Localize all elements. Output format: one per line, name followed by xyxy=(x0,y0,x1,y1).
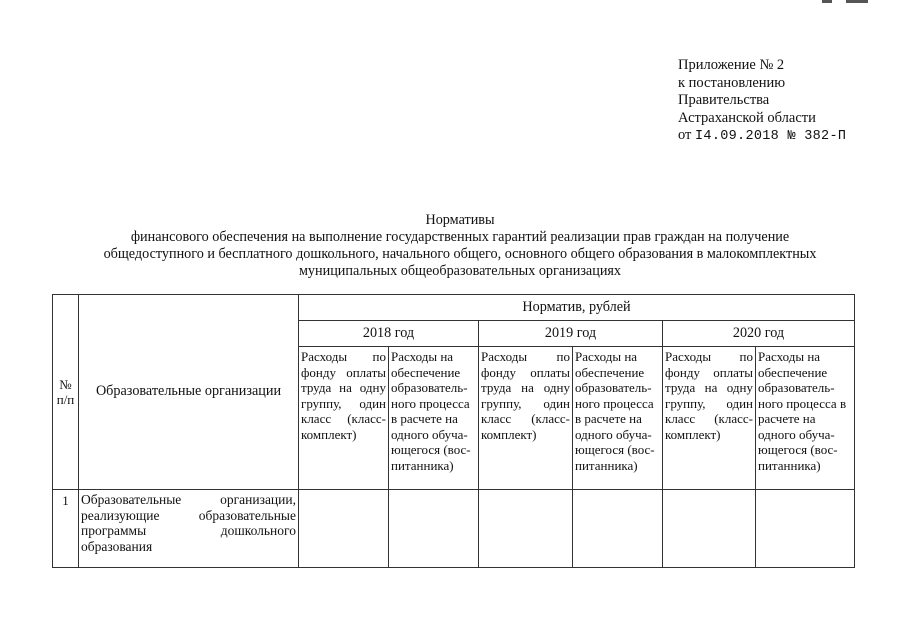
scan-mark xyxy=(846,0,868,3)
header-sub-labor: Расходы по фонду оплаты труда на одну группу, один класс (класс-комплект) xyxy=(299,347,389,490)
header-sub-process: Расходы на обеспечение образователь-ного процесса в расчете на одного обуча-ющегося (вос-питанника) xyxy=(389,347,479,490)
annex-date-number: I4.09.2018 № 382-П xyxy=(695,129,847,144)
annex-line: Приложение № 2 xyxy=(678,57,785,73)
document-title xyxy=(60,212,860,280)
annex-header xyxy=(678,57,846,146)
title-line: муниципальных общеобразовательных организациях xyxy=(298,263,622,279)
header-year: 2019 год xyxy=(479,321,663,347)
title-line: Нормативы xyxy=(425,212,495,228)
annex-date-prefix: от xyxy=(678,127,696,143)
row-value xyxy=(573,490,663,568)
row-value xyxy=(479,490,573,568)
row-org: Образовательные организации, реализующие образовательные программы дошкольного образования xyxy=(79,490,299,568)
row-value xyxy=(756,490,855,568)
norms-table xyxy=(52,294,855,568)
annex-line: Правительства xyxy=(678,92,770,108)
header-sub-labor: Расходы по фонду оплаты труда на одну группу, один класс (класс-комплект) xyxy=(479,347,573,490)
annex-line: Астраханской области xyxy=(678,109,816,126)
header-sub-process: Расходы на обеспечение образователь-ного процесса в расчете на одного обуча-ющегося (вос-питанника) xyxy=(756,347,855,490)
scan-mark xyxy=(822,0,832,3)
row-value xyxy=(389,490,479,568)
header-year: 2020 год xyxy=(663,321,855,347)
row-value xyxy=(663,490,756,568)
header-norm: Норматив, рублей xyxy=(299,295,855,321)
annex-line: к постановлению xyxy=(678,74,786,91)
header-sub-labor: Расходы по фонду оплаты труда на одну группу, один класс (класс-комплект) xyxy=(663,347,756,490)
header-year: 2018 год xyxy=(299,321,479,347)
header-org: Образовательные организации xyxy=(79,295,299,490)
row-number: 1 xyxy=(53,490,79,568)
title-line: финансового обеспечения на выполнение государственных гарантий реализации прав граждан на получение xyxy=(130,229,790,245)
row-value xyxy=(299,490,389,568)
header-num: № п/п xyxy=(53,295,79,490)
title-line: общедоступного и бесплатного дошкольного, начального общего, основного общего образования в малокомплектных xyxy=(103,246,817,262)
header-sub-process: Расходы на обеспечение образователь-ного процесса в расчете на одного обуча-ющегося (вос-питанника) xyxy=(573,347,663,490)
table-row xyxy=(53,490,855,568)
annex-date-line xyxy=(678,127,846,146)
